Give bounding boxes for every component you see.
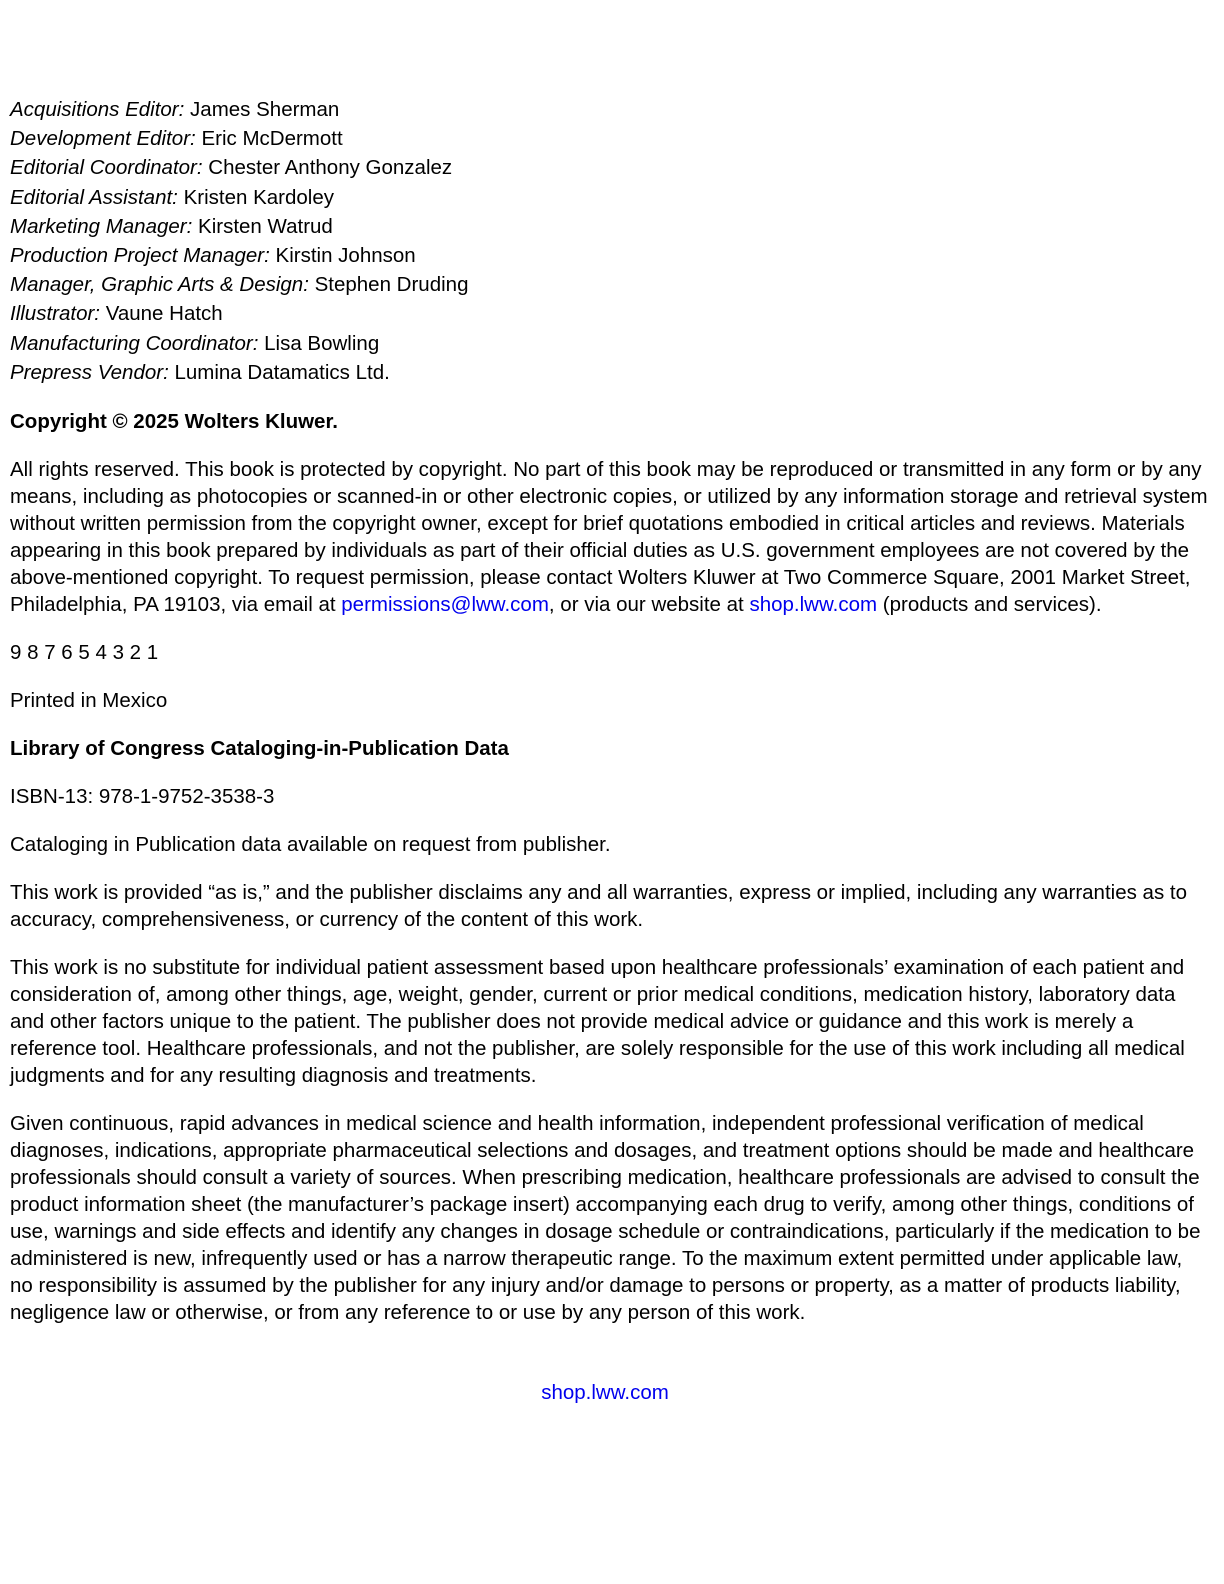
isbn: ISBN-13: 978-1-9752-3538-3 <box>10 784 275 808</box>
credit-name: Chester Anthony Gonzalez <box>208 156 453 180</box>
credit-role: Manager, Graphic Arts & Design: <box>10 273 309 297</box>
credit-role: Editorial Assistant: <box>10 185 178 209</box>
printed-in: Printed in Mexico <box>10 688 168 712</box>
credits-list <box>10 95 1210 387</box>
footer-website-link[interactable]: shop.lww.com <box>541 1381 669 1404</box>
credit-role: Prepress Vendor: <box>10 360 169 384</box>
credit-name: Vaune Hatch <box>105 302 223 326</box>
copyright-heading: Copyright © 2025 Wolters Kluwer. <box>10 409 338 433</box>
credit-line <box>10 95 1210 124</box>
credit-line <box>10 212 1210 241</box>
credit-name: Lumina Datamatics Ltd. <box>174 360 390 384</box>
rights-text-after: (products and services). <box>877 592 1102 616</box>
credit-line <box>10 183 1210 212</box>
cip-note: Cataloging in Publication data available on request from publisher. <box>10 832 611 856</box>
credit-line <box>10 329 1210 358</box>
credit-name: Kirstin Johnson <box>275 243 416 267</box>
permissions-email-link[interactable]: permissions@lww.com <box>341 592 549 616</box>
copyright-page <box>10 95 1210 1347</box>
credit-name: James Sherman <box>190 98 340 121</box>
credit-name: Stephen Druding <box>314 273 469 297</box>
credit-line <box>10 299 1210 328</box>
credit-role: Editorial Coordinator: <box>10 156 203 180</box>
credit-line <box>10 124 1210 153</box>
credit-name: Lisa Bowling <box>264 331 380 355</box>
credit-line <box>10 153 1210 182</box>
credit-line <box>10 358 1210 387</box>
credit-role: Manufacturing Coordinator: <box>10 331 259 355</box>
website-link[interactable]: shop.lww.com <box>749 592 878 616</box>
rights-text-middle: , or via our website at <box>548 592 750 616</box>
credit-role: Acquisitions Editor: <box>10 98 185 121</box>
footer <box>0 1379 1210 1406</box>
rights-paragraph <box>10 456 1210 618</box>
disclaimer-paragraph: This work is no substitute for individual patient assessment based upon healthcare professionals’ examination of each patient and consideration of, among other things, age, weight, gender, current or prior medical conditions, medication history, laboratory data and other factors unique to the patient. The publisher does not provide medical advice or guidance and this work is merely a reference tool. Healthcare professionals, and not the publisher, are solely responsible for the use of this work including all medical judgments and for any resulting diagnosis and treatments. <box>10 955 1185 1087</box>
credit-line <box>10 270 1210 299</box>
printing-line: 9 8 7 6 5 4 3 2 1 <box>10 640 159 664</box>
credit-name: Kirsten Watrud <box>198 214 333 238</box>
credit-role: Development Editor: <box>10 127 196 151</box>
credit-name: Eric McDermott <box>201 127 343 151</box>
credit-role: Illustrator: <box>10 302 100 326</box>
credit-role: Production Project Manager: <box>10 243 270 267</box>
credit-name: Kristen Kardoley <box>183 185 334 209</box>
credit-role: Marketing Manager: <box>10 214 193 238</box>
disclaimer-paragraph: This work is provided “as is,” and the publisher disclaims any and all warranties, express or implied, including any warranties as to accuracy, comprehensiveness, or currency of the content of this work. <box>10 880 1187 931</box>
disclaimer-paragraph: Given continuous, rapid advances in medical science and health information, independent professional verification of medical diagnoses, indications, appropriate pharmaceutical selections and dosages, and treatment options should be made and healthcare professionals should consult a variety of sources. When prescribing medication, healthcare professionals are advised to consult the product information sheet (the manufacturer’s package insert) accompanying each drug to verify, among other things, conditions of use, warnings and side effects and identify any changes in dosage schedule or contraindications, particularly if the medication to be administered is new, infrequently used or has a narrow therapeutic range. To the maximum extent permitted under applicable law, no responsibility is assumed by the publisher for any injury and/or damage to persons or property, as a matter of products liability, negligence law or otherwise, or from any reference to or use by any person of this work. <box>10 1111 1201 1324</box>
rights-text: All rights reserved. This book is protected by copyright. No part of this book may be reproduced or transmitted in any form or by any means, including as photocopies or scanned-in or other electronic copies, or utilized by any information storage and retrieval system without written permission from the copyright owner, except for brief quotations embodied in critical articles and reviews. Materials appearing in this book prepared by individuals as part of their official duties as U.S. government employees are not covered by the above-mentioned copyright. To request permission, please contact Wolters Kluwer at Two Commerce Square, 2001 Market Street, Philadelphia, PA 19103, via email at <box>10 457 1208 616</box>
credit-line <box>10 241 1210 270</box>
cip-heading: Library of Congress Cataloging-in-Publication Data <box>10 736 509 760</box>
